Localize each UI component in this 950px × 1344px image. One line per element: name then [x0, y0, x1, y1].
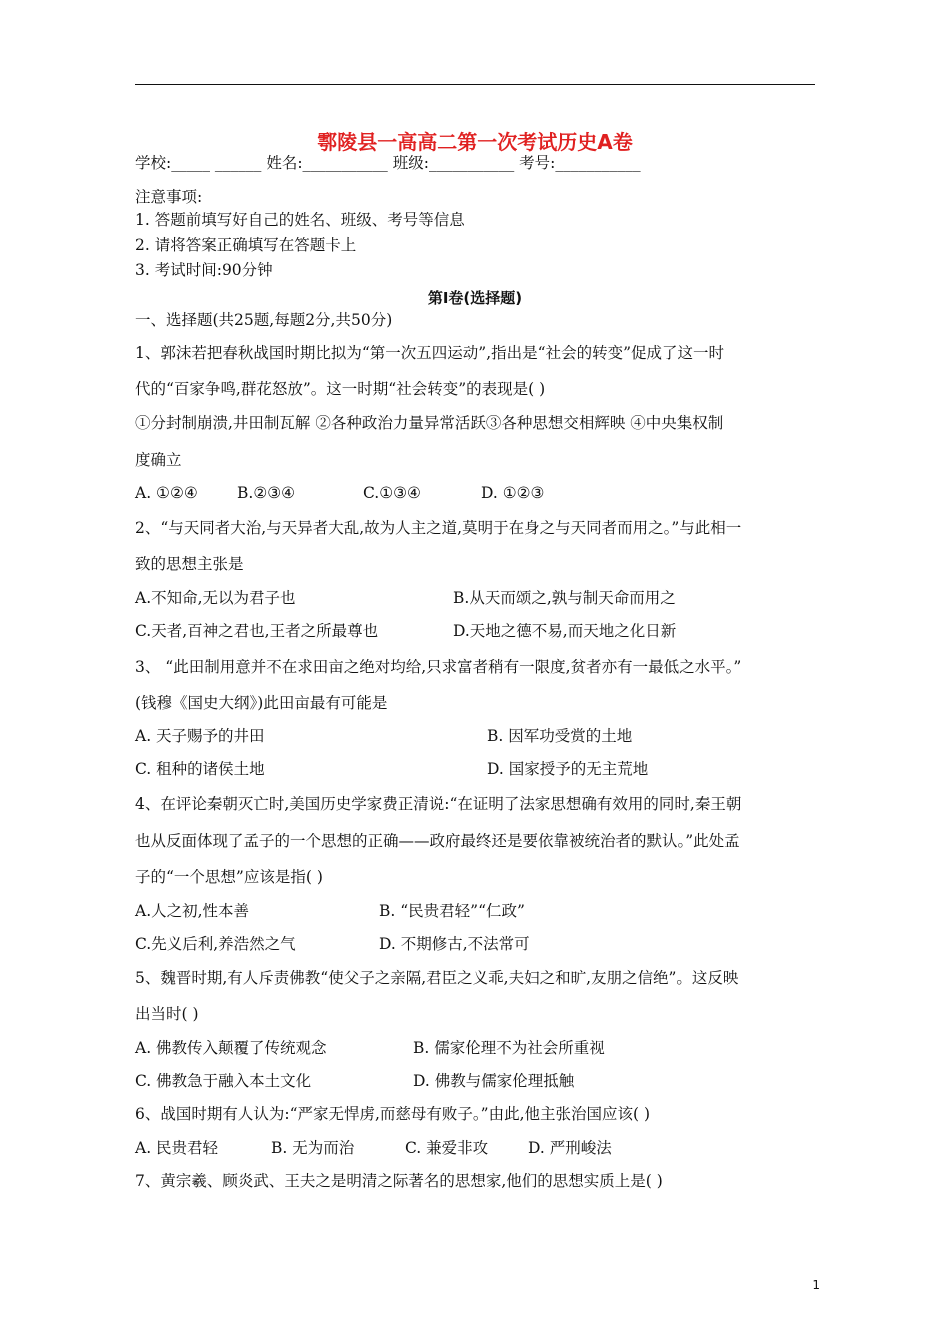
- question-1-option-d: D. ①②③: [481, 484, 545, 502]
- question-2-option-c: C.天者,百神之君也,王者之所最尊也: [135, 622, 379, 640]
- question-3-option-d: D. 国家授予的无主荒地: [487, 760, 649, 778]
- question-1-stem: 代的“百家争鸣,群花怒放”。这一时期“社会转变”的表现是( ): [135, 380, 546, 398]
- part-heading: 一、选择题(共25题,每题2分,共50分): [135, 311, 393, 329]
- question-1-option-a: A. ①②④: [135, 484, 198, 502]
- question-2-stem: 致的思想主张是: [135, 555, 244, 573]
- question-4-option-d: D. 不期修古,不法常可: [379, 935, 530, 953]
- question-6-option-c: C. 兼爱非攻: [405, 1139, 489, 1157]
- page-number: 1: [812, 1278, 820, 1292]
- question-1-stem: 1、郭沫若把春秋战国时期比拟为“第一次五四运动”,指出是“社会的转变”促成了这一时: [135, 344, 724, 362]
- question-4-stem: 子的“一个思想”应该是指( ): [135, 868, 323, 886]
- question-5-option-c: C. 佛教急于融入本土文化: [135, 1072, 312, 1090]
- exam-title: 鄠陵县一高高二第一次考试历史A卷: [317, 130, 633, 154]
- question-1-option-b: B.②③④: [237, 484, 296, 502]
- note-item: 1. 答题前填写好自己的姓名、班级、考号等信息: [135, 211, 465, 229]
- question-6-option-b: B. 无为而治: [271, 1139, 355, 1157]
- question-4-option-c: C.先义后利,养浩然之气: [135, 935, 296, 953]
- question-5-stem: 出当时( ): [135, 1005, 199, 1023]
- question-3-stem: (钱穆《国史大纲》)此田亩最有可能是: [135, 694, 388, 712]
- question-4-option-a: A.人之初,性本善: [135, 902, 250, 920]
- question-7-stem: 7、黄宗羲、顾炎武、王夫之是明清之际著名的思想家,他们的思想实质上是( ): [135, 1172, 663, 1190]
- note-item: 3. 考试时间:90分钟: [135, 261, 273, 279]
- question-3-option-b: B. 因军功受赏的土地: [487, 727, 633, 745]
- question-1-stem: 度确立: [135, 451, 182, 469]
- question-4-option-b: B. “民贵君轻”“仁政”: [379, 902, 525, 920]
- notes-heading: 注意事项:: [135, 188, 203, 206]
- question-5-stem: 5、魏晋时期,有人斥责佛教“使父子之亲隔,君臣之义乖,夫妇之和旷,友朋之信绝”。这反映: [135, 969, 739, 987]
- question-3-option-a: A. 天子赐予的井田: [135, 727, 265, 745]
- question-4-stem: 也从反面体现了孟子的一个思想的正确——政府最终还是要依靠被统治者的默认。”此处孟: [135, 832, 740, 850]
- question-1-option-c: C.①③④: [363, 484, 421, 502]
- question-5-option-d: D. 佛教与儒家伦理抵触: [413, 1072, 575, 1090]
- question-6-stem: 6、战国时期有人认为:“严家无悍虏,而慈母有败子。”由此,他主张治国应该( ): [135, 1105, 651, 1123]
- question-6-option-a: A. 民贵君轻: [135, 1139, 219, 1157]
- note-item: 2. 请将答案正确填写在答题卡上: [135, 236, 357, 254]
- header-rule: [135, 84, 815, 85]
- question-2-stem: 2、“与天同者大治,与天异者大乱,故为人主之道,莫明于在身之与天同者而用之。”与此相一: [135, 519, 742, 537]
- question-3-stem: 3、 “此田制用意并不在求田亩之绝对均给,只求富者稍有一限度,贫者亦有一最低之水平。”: [135, 658, 742, 676]
- question-5-option-b: B. 儒家伦理不为社会所重视: [413, 1039, 605, 1057]
- question-2-option-a: A.不知命,无以为君子也: [135, 589, 296, 607]
- question-6-option-d: D. 严刑峻法: [528, 1139, 612, 1157]
- question-4-stem: 4、在评论秦朝灭亡时,美国历史学家费正清说:“在证明了法家思想确有效用的同时,秦王朝: [135, 795, 742, 813]
- section-title: 第I卷(选择题): [427, 289, 523, 307]
- student-info-line: 学校:_____ ______ 姓名:___________ 班级:___________ 考号:___________: [135, 154, 641, 172]
- question-2-option-d: D.天地之德不易,而天地之化日新: [453, 622, 677, 640]
- question-3-option-c: C. 租种的诸侯土地: [135, 760, 265, 778]
- question-1-stem: ①分封制崩溃,井田制瓦解 ②各种政治力量异常活跃③各种思想交相辉映 ④中央集权制: [135, 414, 724, 432]
- question-2-option-b: B.从天而颂之,孰与制天命而用之: [453, 589, 676, 607]
- question-5-option-a: A. 佛教传入颠覆了传统观念: [135, 1039, 327, 1057]
